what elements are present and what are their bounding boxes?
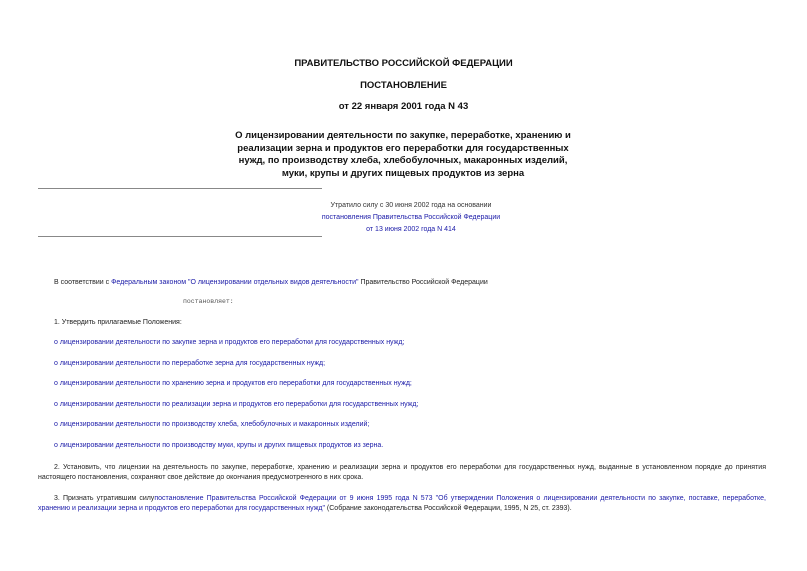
regulation-link[interactable]: о лицензировании деятельности по хранению зерна и продуктов его переработки для государственных нужд; bbox=[54, 380, 412, 387]
document-title bbox=[150, 130, 656, 180]
top-divider bbox=[38, 188, 322, 189]
title-line: муки, крупы и других пищевых продуктов из зерна bbox=[281, 167, 525, 179]
regulation-link[interactable]: о лицензировании деятельности по переработке зерна для государственных нужд; bbox=[54, 360, 326, 367]
regulation-link[interactable]: о лицензировании деятельности по производству хлеба, хлебобулочных и макаронных изделий; bbox=[54, 421, 370, 428]
point-1: 1. Утвердить прилагаемые Положения: bbox=[54, 319, 182, 326]
preamble-suffix: Правительство Российской Федерации bbox=[358, 279, 488, 286]
title-line: О лицензировании деятельности по закупке, переработке, хранению и bbox=[235, 130, 571, 141]
regulation-link[interactable]: о лицензировании деятельности по реализации зерна и продуктов его переработки для государственных нужд; bbox=[54, 401, 419, 408]
point-3-suffix: (Собрание законодательства Российской Федерации, 1995, N 25, ст. 2393). bbox=[324, 504, 572, 512]
point-3 bbox=[38, 494, 766, 513]
point-2: 2. Установить, что лицензии на деятельность по закупке, переработке, хранению и реализации зерна и продуктов его переработки для государственных нужд, выданные в установленном порядке до принятия настоящего постановления, сохраняют свое действие до окончания предусмотренного в них срока. bbox=[38, 464, 766, 481]
title-line: реализации зерна и продуктов его переработки для государственных bbox=[237, 142, 569, 154]
decree-word: постановляет: bbox=[183, 298, 234, 305]
federal-law-link[interactable]: Федеральным законом "О лицензировании отдельных видов деятельности" bbox=[111, 279, 359, 286]
status-note bbox=[300, 200, 522, 236]
point-3-prefix: 3. Признать утратившим силу bbox=[54, 495, 155, 502]
status-note-text: Утратило силу с 30 июня 2002 года на основании bbox=[330, 202, 492, 209]
repeal-decree-link[interactable]: постановления Правительства Российской Федерации bbox=[321, 214, 501, 221]
date-number-heading: от 22 января 2001 года N 43 bbox=[338, 101, 469, 112]
title-line: нужд, по производству хлеба, хлебобулочных, макаронных изделий, bbox=[238, 155, 568, 166]
regulation-link[interactable]: о лицензировании деятельности по закупке зерна и продуктов его переработки для государственных нужд; bbox=[54, 339, 405, 346]
bottom-divider bbox=[38, 236, 322, 237]
preamble-prefix: В соответствии с bbox=[54, 279, 112, 286]
repealed-decree-link[interactable]: постановление Правительства Российской Федерации от 9 июня 1995 года N 573 "Об утверждении Положения о лицензировании деятельности по закупке, поставке, переработке, хранению и реализации зерна и продуктов его переработки для государственных нужд" bbox=[38, 495, 766, 512]
document-type-heading: ПОСТАНОВЛЕНИЕ bbox=[360, 80, 447, 91]
regulation-link[interactable]: о лицензировании деятельности по производству муки, крупы и других пищевых продуктов из зерна. bbox=[54, 442, 384, 449]
government-heading: ПРАВИТЕЛЬСТВО РОССИЙСКОЙ ФЕДЕРАЦИИ bbox=[294, 58, 513, 69]
preamble bbox=[54, 278, 754, 288]
repeal-decree-date-link[interactable]: от 13 июня 2002 года N 414 bbox=[366, 226, 456, 233]
